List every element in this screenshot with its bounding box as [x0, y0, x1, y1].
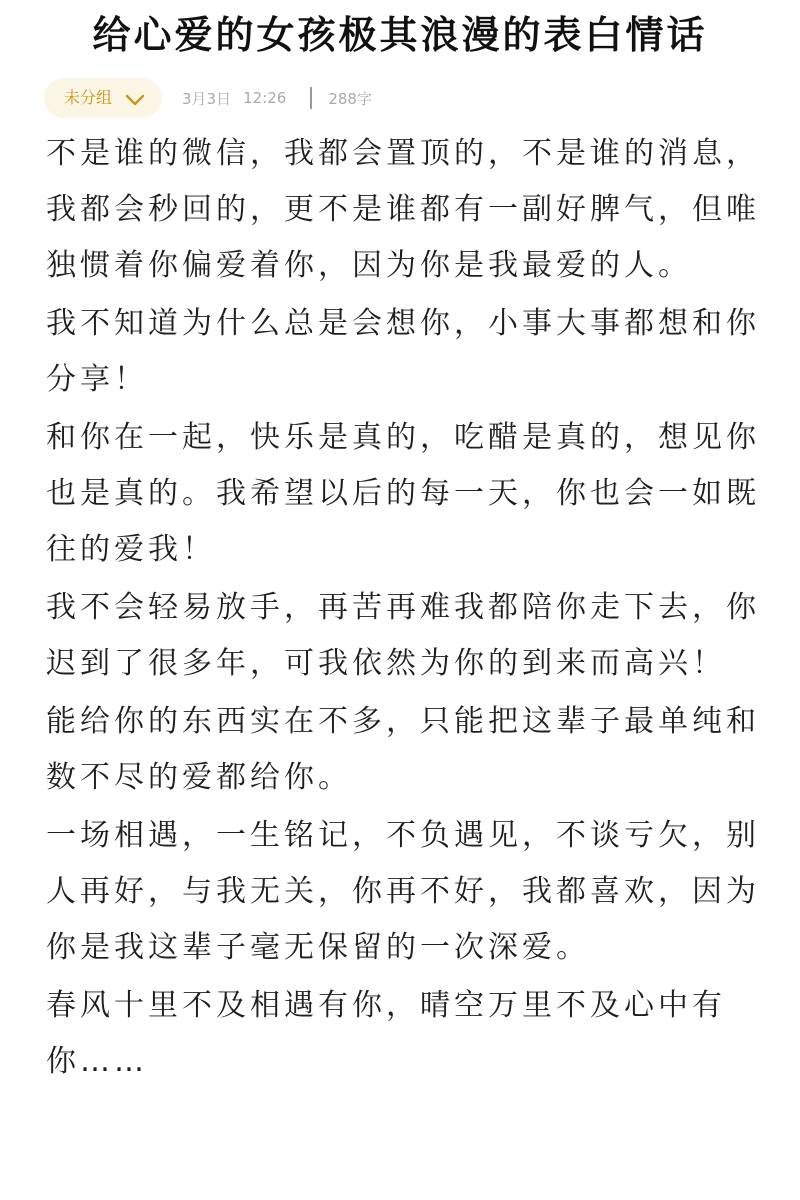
note-title: 给心爱的女孩极其浪漫的表白情话: [92, 13, 708, 57]
paragraph: 我不会轻易放手，再苦再难我都陪你走下去，你迟到了很多年，可我依然为你的到来而高兴！: [46, 590, 760, 681]
paragraph: 能给你的东西实在不多，只能把这辈子最单纯和数不尽的爱都给你。: [46, 704, 760, 795]
note-date: 3月3日: [182, 89, 232, 108]
paragraph: 一场相遇，一生铭记，不负遇见，不谈亏欠，别人再好，与我无关，你再不好，我都喜欢，因为你是我这辈子毫无保留的一次深爱。: [46, 818, 760, 965]
paragraph: 我不知道为什么总是会想你，小事大事都想和你分享！: [46, 306, 760, 397]
meta-divider: [310, 87, 312, 109]
paragraph: 和你在一起，快乐是真的，吃醋是真的，想见你也是真的。我希望以后的每一天，你也会一如既往的爱我！: [46, 420, 760, 567]
paragraph: 春风十里不及相遇有你，晴空万里不及心中有你……: [46, 988, 726, 1079]
group-label: 未分组: [64, 88, 113, 107]
word-count: 288字: [328, 89, 372, 108]
chevron-down-icon: [124, 89, 146, 111]
note-meta-bar: [44, 76, 372, 120]
paragraph: 不是谁的微信，我都会置顶的，不是谁的消息，我都会秒回的，更不是谁都有一副好脾气，但唯独惯着你偏爱着你，因为你是我最爱的人。: [46, 136, 760, 283]
note-body[interactable]: [46, 126, 762, 1090]
group-selector[interactable]: [44, 78, 162, 118]
note-time: 12:26: [243, 89, 287, 107]
